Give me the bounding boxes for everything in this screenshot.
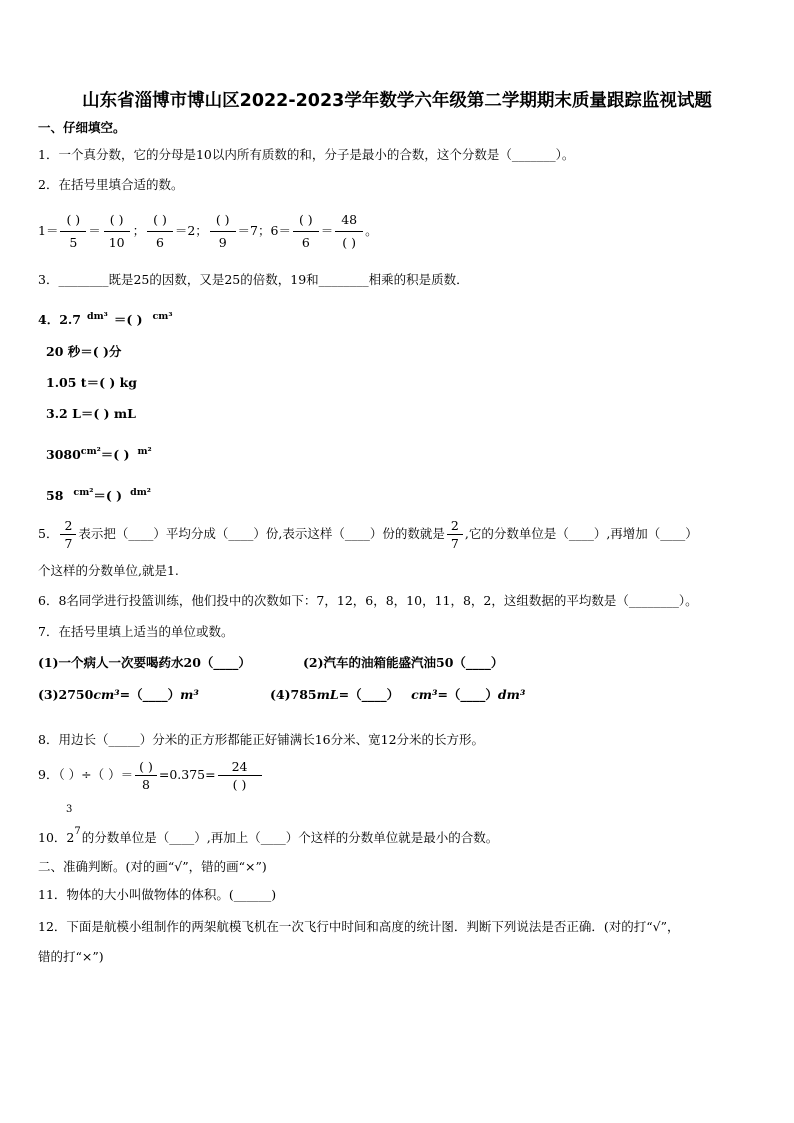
question-7: 7．在括号里填上适当的单位或数。 — [38, 624, 234, 639]
fraction: $\frac{( )}{10}$ — [103, 209, 131, 254]
question-4a: 4．2.7 $^{dm^3}$ ＝( ) $^{cm^3}$ — [38, 311, 173, 328]
fraction: $\frac{( )}{9}$ — [210, 209, 236, 254]
section-heading-1: 一、仔细填空。 — [38, 120, 126, 135]
question-3: 3．________既是25的因数，又是25的倍数，19和________相乘的积是质数． — [38, 272, 469, 287]
fraction: $\frac{( )}{6}$ — [147, 209, 173, 254]
question-4c: 1.05 t＝( ) kg — [46, 375, 138, 390]
question-12: 12．下面是航模小组制作的两架航模飞机在一次飞行中时间和高度的统计图．判断下列说法是否正确．(对的打“√”， — [38, 919, 680, 934]
question-9: 9．（ ）÷（ ）＝ $\frac{( )}{8}$ =0.375= $\frac{24}{( )}$ — [38, 756, 264, 794]
question-5-line2: 个这样的分数单位,就是1. — [38, 563, 179, 578]
question-4b: 20 秒＝( )分 — [46, 344, 122, 359]
fraction: $\frac{2}{7}$ — [447, 517, 463, 552]
question-4d: 3.2 L＝( ) mL — [46, 406, 136, 421]
page-title: 山东省淄博市博山区2022-2023学年数学六年级第二学期期末质量跟踪监视试题 — [82, 91, 712, 111]
question-10: 10．2 7 的分数单位是（____）,再加上（____）个这样的分数单位就是最小的合数。 — [38, 826, 499, 845]
question-7-3: (3)2750cm³=（____）m³ — [38, 687, 199, 702]
question-6: 6．8名同学进行投篮训练，他们投中的次数如下：7，12，6，8，10，11，8，2，这组数据的平均数是（________）。 — [38, 593, 698, 608]
question-11: 11．物体的大小叫做物体的体积。(______) — [38, 887, 277, 902]
fraction: $\frac{48}{( )}$ — [335, 209, 363, 254]
question-7-1: (1)一个病人一次要喝药水20（____） — [38, 655, 251, 670]
fraction: $\frac{( )}{8}$ — [135, 758, 157, 793]
fraction: $\frac{24}{( )}$ — [218, 758, 262, 793]
question-10-superscript: 3 — [66, 804, 73, 815]
question-8: 8．用边长（_____）分米的正方形都能正好铺满长16分米、宽12分米的长方形。 — [38, 732, 485, 747]
question-5: 5． $\frac{2}{7}$ 表示把（____）平均分成（____）份,表示这样（____）份的数就是 $\frac{2}{7}$ ,它的分数单位是（____）,再增加（____） — [38, 517, 698, 551]
question-7-4: (4)785mL=（____） cm³=（____）dm³ — [270, 687, 526, 702]
question-2-fractions: 1＝ $\frac{( )}{5}$ ＝ $\frac{( )}{10}$ ； $\frac{( )}{6}$ ＝2； $\frac{( )}{9}$ ＝7；6＝ $\frac{( )}{6}$ ＝ $\frac{48}{( )}$ 。 — [38, 210, 378, 252]
question-7-2: (2)汽车的油箱能盛汽油50（____） — [303, 655, 504, 670]
question-2: 2．在括号里填合适的数。 — [38, 177, 184, 192]
question-12-line2: 错的打“×”) — [38, 949, 104, 964]
section-heading-2: 二、准确判断。(对的画“√”，错的画“×”) — [38, 859, 267, 874]
fraction: $\frac{2}{7}$ — [60, 517, 76, 552]
fraction: $\frac{( )}{6}$ — [293, 209, 319, 254]
fraction: $\frac{( )}{5}$ — [60, 209, 86, 254]
question-1: 1．一个真分数，它的分母是10以内所有质数的和，分子是最小的合数，这个分数是（_______）。 — [38, 147, 575, 162]
question-4e: $3080^{cm^2}=$( ) $^{m^2}$ — [46, 446, 152, 463]
question-4f: 58 $^{cm^2}$＝( ) $^{dm^2}$ — [46, 487, 151, 504]
